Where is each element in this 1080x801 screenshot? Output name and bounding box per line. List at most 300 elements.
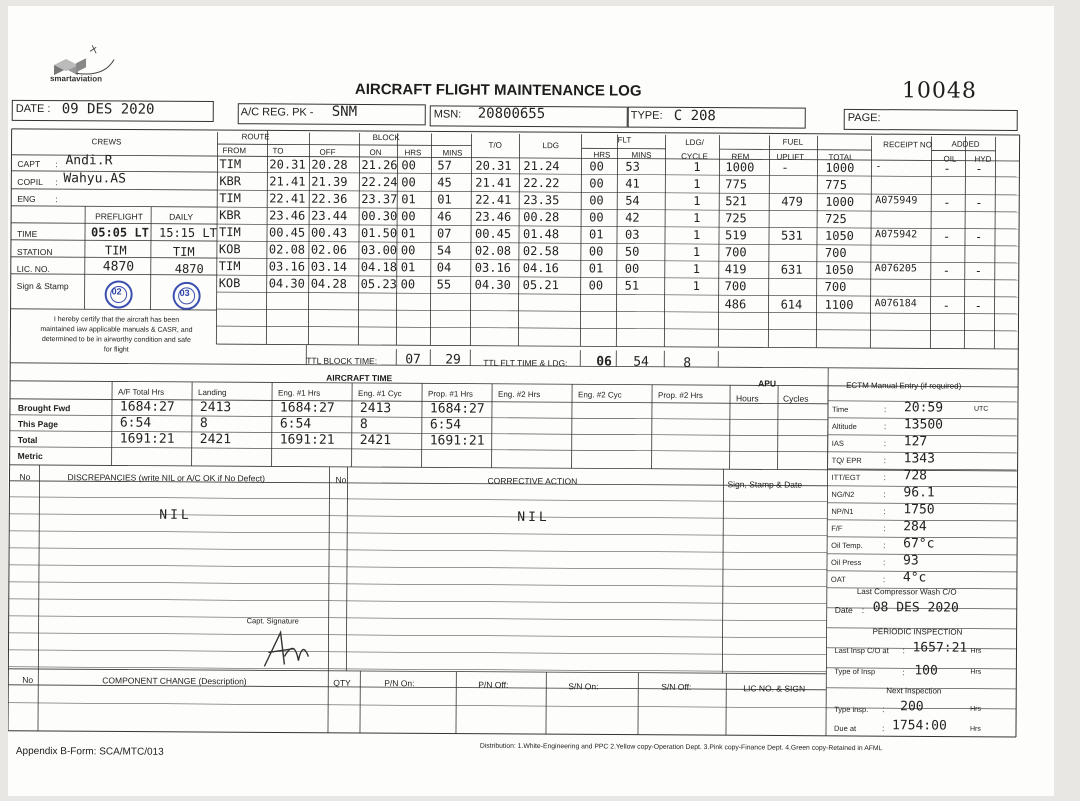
- date-label: DATE :: [15, 102, 51, 116]
- component-header: COMPONENT CHANGE (Description): [102, 675, 247, 687]
- flight-to-cell: 03.16: [474, 260, 511, 275]
- flight-from-cell: TIM: [219, 191, 241, 206]
- flight-mins-cell: 45: [437, 175, 452, 190]
- block-header: BLOCK: [372, 133, 400, 143]
- time-label: TIME: [16, 228, 38, 239]
- aircraft-time-cell: 6:54: [119, 415, 152, 431]
- flight-on-cell: 01.50: [360, 225, 398, 241]
- grid-line: [492, 384, 493, 468]
- aircraft-time-cell: 1691:21: [429, 433, 485, 449]
- colon: :: [55, 177, 58, 188]
- aircraft-time-col-header: Eng. #2 Cyc: [578, 390, 622, 400]
- flight-on-cell: 21.26: [361, 157, 398, 173]
- grid-line: [10, 465, 1018, 471]
- ectm-row-unit: UTC: [973, 405, 989, 413]
- next-type-value: 200: [900, 699, 924, 715]
- grid-line: [266, 132, 267, 344]
- flight-total-cell: 1000: [825, 194, 855, 209]
- flight-rem-cell: 700: [724, 245, 747, 260]
- type-value: C 208: [673, 107, 716, 125]
- wash-header: Last Compressor Wash C/O: [856, 586, 957, 597]
- certify-line: for flight: [103, 346, 129, 354]
- copil-label: COPIL: [17, 176, 43, 188]
- hrs-header: HRS: [404, 148, 422, 158]
- flight-from-cell: TIM: [218, 259, 241, 274]
- grid-line: [9, 565, 827, 570]
- grid-line: [11, 155, 217, 156]
- colon: :: [883, 523, 886, 534]
- flight-to-cell: 20.31: [269, 157, 306, 172]
- flight-hrs-cell: 00: [401, 175, 416, 190]
- aircraft-time-cell: 1684:27: [119, 399, 175, 415]
- aircraft-time-col-header: Eng. #2 Hrs: [498, 389, 541, 400]
- flight-from-cell: KOB: [218, 276, 241, 291]
- ttl-flt-label: TTL FLT TIME & LDG:: [483, 357, 568, 369]
- sign-stamp-header: Sign, Stamp & Date: [727, 479, 803, 490]
- ectm-row-label: ITT/EGT: [831, 472, 861, 483]
- grid-line: [272, 382, 273, 466]
- grid-line: [582, 148, 666, 149]
- flight-to-cell: 03.16: [268, 259, 305, 274]
- grid-line: [870, 136, 871, 348]
- flight-cyc-cell: 1: [692, 261, 701, 277]
- total-header: TOTAL: [828, 152, 854, 162]
- stamp-1: 02: [111, 286, 122, 297]
- aircraft-time-col-header: Prop. #1 Hrs: [428, 389, 473, 399]
- flight-fmins-cell: 54: [625, 193, 640, 208]
- flight-on-cell: 03.00: [360, 242, 398, 258]
- type-label: TYPE:: [630, 109, 663, 122]
- grid-line: [664, 135, 665, 347]
- flight-to-cell: 21.41: [475, 175, 512, 190]
- grid-line: [85, 206, 86, 309]
- grid-line: [308, 133, 309, 345]
- from-header: FROM: [222, 146, 247, 156]
- aircraft-time-cell: 2421: [359, 432, 392, 449]
- colon: :: [882, 557, 886, 568]
- colon: :: [883, 455, 887, 466]
- flight-rem-cell: 1000: [725, 160, 755, 175]
- flight-on-cell: 00.30: [361, 208, 398, 224]
- grid-line: [216, 326, 1018, 331]
- flight-receipt-cell: A076184: [874, 298, 917, 310]
- flight-uplift-cell: 631: [780, 262, 803, 277]
- grid-line: [718, 135, 719, 347]
- preflight-time: 05:05 LT: [90, 225, 149, 240]
- ectm-header: ECTM Manual Entry (if required): [846, 380, 962, 391]
- colon: :: [883, 438, 887, 449]
- ectm-row-value: 1343: [903, 451, 936, 467]
- apu-hours-header: Hours: [735, 393, 759, 404]
- ldg-cycle-header: LDG/ CYCLE: [681, 137, 708, 162]
- flight-total-cell: 1000: [825, 160, 855, 175]
- ldg-header: LDG: [542, 141, 560, 151]
- colon: :: [883, 506, 886, 517]
- flight-total-cell: 700: [824, 245, 847, 260]
- flight-hrs-cell: 01: [400, 260, 416, 275]
- colon: :: [902, 667, 905, 678]
- flight-total-cell: 725: [825, 211, 847, 226]
- corrective-entry: NIL: [517, 509, 550, 526]
- grid-line: [8, 731, 1016, 737]
- flight-fhrs-cell: 00: [589, 159, 604, 174]
- grid-line: [9, 497, 827, 502]
- ectm-row-label: Altitude: [831, 421, 857, 431]
- msn-value: 20800655: [477, 105, 546, 123]
- flight-off-cell: 04.28: [310, 276, 347, 291]
- flight-uplift-cell: 614: [780, 297, 803, 312]
- serial-number: 10048: [901, 78, 977, 104]
- ectm-row-label: F/F: [831, 523, 843, 533]
- distribution-text: Distribution: 1.White-Engineering and PPC 2.Yellow copy-Operation Dept. 3.Pink copy-Finance Dept. 4.Green copy-Retained in AFML: [479, 742, 883, 753]
- disc-header: DISCREPANCIES (write NIL or A/C OK if No Defect): [67, 472, 265, 484]
- grid-line: [217, 292, 1019, 297]
- flight-rem-cell: 775: [725, 177, 748, 192]
- flight-total-cell: 1050: [824, 228, 854, 243]
- flight-from-cell: KBR: [219, 208, 241, 223]
- colon: :: [881, 723, 885, 734]
- flight-fmins-cell: 51: [624, 278, 640, 293]
- flight-fhrs-cell: 01: [588, 261, 604, 276]
- aircraft-time-cell: 2421: [199, 431, 232, 448]
- flight-fmins-cell: 41: [625, 176, 640, 191]
- flight-oil-cell: -: [942, 229, 951, 244]
- grid-line: [572, 384, 573, 468]
- capt-signature-label: Capt. Signature: [246, 616, 299, 626]
- rem-header: REM: [731, 152, 750, 162]
- preflight-header: PREFLIGHT: [95, 211, 143, 222]
- due-label: Due at: [833, 723, 857, 733]
- pn-off-header: P/N Off:: [478, 679, 509, 690]
- aircraft-time-cell: 2413: [199, 399, 232, 416]
- flight-cyc-cell: 1: [693, 210, 701, 226]
- grid-line: [8, 129, 12, 731]
- route-header: ROUTE: [241, 132, 270, 142]
- colon: :: [55, 159, 58, 170]
- flight-fhrs-cell: 00: [588, 278, 604, 293]
- added-header: ADDED: [951, 139, 980, 149]
- flight-ldg-cell: 00.28: [523, 209, 560, 225]
- daily-station: TIM: [172, 244, 195, 259]
- grid-line: [218, 144, 310, 145]
- flight-ldg-cell: 05.21: [522, 277, 559, 293]
- ectm-row-label: NG/N2: [831, 489, 855, 499]
- aircraft-time-header: AIRCRAFT TIME: [326, 372, 393, 384]
- flight-from-cell: KBR: [219, 174, 242, 189]
- flight-to-cell: 00.45: [268, 225, 306, 240]
- grid-line: [768, 135, 769, 347]
- flight-ldg-cell: 23.35: [523, 192, 560, 208]
- flight-mins-cell: 54: [436, 243, 452, 258]
- uplift-header: UPLIFT: [776, 152, 805, 162]
- aircraft-time-cell: 8: [359, 416, 368, 433]
- ectm-row-value: 20:59: [903, 400, 944, 416]
- flight-on-cell: 23.37: [361, 191, 398, 207]
- grid-line: [12, 129, 1020, 135]
- type-insp-label: Type of Insp: [834, 666, 876, 677]
- reg-value: SNM: [331, 103, 358, 120]
- form-canvas: [8, 6, 1054, 796]
- flight-mins-cell: 04: [436, 260, 452, 275]
- preflight-lic: 4870: [102, 259, 135, 275]
- aircraft-time-col-header: Prop. #2 Hrs: [658, 390, 703, 401]
- flight-fmins-cell: 53: [625, 159, 640, 174]
- flight-receipt-cell: A075949: [875, 195, 918, 207]
- certify-line: I hereby certify that the aircraft has been: [53, 316, 180, 324]
- grid-line: [730, 385, 731, 469]
- log-sheet: [8, 6, 1054, 796]
- flight-to-cell: 23.46: [475, 209, 512, 224]
- flight-hyd-cell: -: [975, 195, 983, 210]
- flight-total-cell: 700: [824, 279, 847, 294]
- flight-rem-cell: 419: [724, 262, 747, 277]
- on-header: ON: [369, 148, 382, 158]
- flight-hrs-cell: 00: [401, 158, 416, 173]
- colon: :: [883, 404, 887, 415]
- colon: :: [883, 421, 887, 432]
- flight-to-cell: 00.45: [474, 226, 512, 241]
- flt-header: FLT: [617, 135, 632, 145]
- flight-from-cell: KOB: [218, 242, 241, 257]
- flight-cyc-cell: 1: [693, 159, 701, 175]
- aircraft-time-cell: 6:54: [279, 416, 312, 432]
- ectm-row-label: IAS: [831, 438, 844, 448]
- grid-line: [422, 383, 423, 467]
- flight-fhrs-cell: 01: [588, 227, 604, 242]
- colon: :: [883, 489, 886, 500]
- flight-uplift-cell: 479: [781, 194, 803, 209]
- flight-hyd-cell: -: [974, 298, 982, 313]
- aircraft-time-cell: 1691:21: [119, 431, 175, 447]
- ectm-row-label: Oil Temp.: [831, 540, 863, 551]
- grid-line: [9, 599, 827, 604]
- flight-fhrs-cell: 00: [589, 210, 604, 225]
- qty-header: QTY: [333, 677, 351, 688]
- corrective-header: CORRECTIVE ACTION: [487, 475, 578, 487]
- flight-rem-cell: 521: [725, 194, 747, 209]
- grid-line: [720, 149, 872, 150]
- aircraft-time-row-label: This Page: [17, 418, 59, 430]
- grid-line: [8, 650, 826, 655]
- aircraft-time-cell: 2413: [359, 400, 392, 417]
- flight-fhrs-cell: 00: [589, 193, 604, 208]
- flight-mins-cell: 01: [437, 192, 452, 207]
- flight-cyc-cell: 1: [693, 176, 701, 192]
- comp-no-header: No: [22, 674, 34, 685]
- flight-off-cell: 23.44: [311, 208, 348, 223]
- aircraft-time-row-label: Brought Fwd: [17, 402, 71, 414]
- station-label: STATION: [16, 246, 53, 258]
- preflight-station: TIM: [104, 243, 127, 258]
- grid-line: [9, 616, 827, 621]
- grid-line: [652, 385, 653, 469]
- grid-line: [778, 386, 779, 470]
- flight-cyc-cell: 1: [692, 244, 701, 260]
- grid-line: [470, 134, 471, 346]
- ttl-ldg: 8: [683, 355, 692, 371]
- ectm-row-value: 1750: [903, 502, 935, 518]
- last-insp-label: Last Insp C/O at: [834, 645, 889, 656]
- grid-line: [11, 206, 217, 207]
- copil-value: Wahyu.AS: [63, 171, 127, 187]
- flight-to-cell: 04.30: [268, 276, 305, 291]
- due-value: 1754:00: [891, 718, 947, 734]
- daily-lic: 4870: [174, 261, 204, 276]
- periodic-header: PERIODIC INSPECTION: [872, 627, 963, 637]
- capt-label: CAPT: [17, 158, 41, 169]
- ectm-row-value: 93: [902, 553, 919, 569]
- sn-off-header: S/N Off:: [661, 681, 692, 692]
- form-id: Appendix B-Form: SCA/MTC/013: [15, 745, 164, 758]
- page-title: AIRCRAFT FLIGHT MAINTENANCE LOG: [354, 80, 642, 100]
- flight-total-cell: 1050: [824, 262, 854, 277]
- flight-oil-cell: -: [943, 161, 951, 176]
- receipt-header: RECEIPT NO: [883, 140, 932, 150]
- colon: :: [882, 574, 886, 585]
- flight-cyc-cell: 1: [692, 227, 701, 243]
- next-insp-header: Next Inspection: [886, 686, 942, 696]
- aircraft-time-col-header: Eng. #1 Hrs: [278, 388, 321, 398]
- wash-date-label: Date: [834, 604, 853, 615]
- colon: :: [883, 472, 886, 483]
- flight-ldg-cell: 22.22: [523, 175, 560, 191]
- msn-label: MSN:: [433, 108, 462, 121]
- flight-on-cell: 04.18: [360, 259, 397, 275]
- flight-fmins-cell: 42: [625, 210, 640, 225]
- ectm-row-label: Oil Press: [830, 557, 862, 568]
- ectm-row-value: 728: [903, 468, 928, 484]
- aircraft-time-cell: 1684:27: [429, 401, 485, 417]
- to-time-header: T/O: [488, 140, 502, 150]
- aircraft-time-cell: 6:54: [429, 417, 462, 433]
- daily-header: DAILY: [169, 211, 194, 222]
- flight-oil-cell: -: [942, 298, 950, 313]
- colon: :: [882, 704, 885, 715]
- grid-line: [994, 137, 995, 349]
- date-value: 09 DES 2020: [61, 101, 155, 118]
- flight-hrs-cell: 01: [400, 226, 416, 241]
- ectm-row-value: 127: [903, 434, 928, 450]
- grid-line: [826, 368, 828, 736]
- ttl-block-label: TTL BLOCK TIME:: [306, 355, 378, 367]
- grid-line: [328, 467, 329, 671]
- flight-mins-cell: 55: [436, 277, 452, 292]
- ectm-row-label: Time: [831, 404, 849, 414]
- aircraft-time-row-label: Total: [17, 434, 38, 445]
- ttl-block-hrs: 07: [405, 352, 421, 368]
- grid-line: [10, 447, 828, 452]
- last-insp-unit: Hrs: [970, 647, 982, 655]
- flight-off-cell: 22.36: [311, 191, 348, 206]
- flt-hrs-header: HRS: [593, 150, 611, 160]
- flight-ldg-cell: 21.24: [523, 158, 560, 174]
- grid-line: [816, 136, 817, 348]
- flight-to-cell: 04.30: [474, 277, 511, 292]
- grid-line: [217, 309, 1019, 314]
- flight-to-cell: 21.41: [269, 174, 306, 189]
- flight-on-cell: 05.23: [360, 276, 397, 292]
- flight-total-cell: 775: [825, 177, 848, 192]
- flight-from-cell: TIM: [218, 225, 241, 240]
- flight-rem-cell: 519: [724, 228, 747, 243]
- pn-on-header: P/N On:: [384, 678, 415, 689]
- ectm-row-label: OAT: [830, 574, 846, 584]
- lic-label: LIC. NO.: [16, 263, 50, 275]
- ectm-row-value: 284: [903, 519, 927, 535]
- flight-to-cell: 22.41: [269, 191, 306, 206]
- grid-line: [8, 669, 826, 674]
- disc-entry: NIL: [159, 507, 192, 523]
- grid-line: [9, 582, 827, 587]
- flight-fmins-cell: 50: [624, 244, 640, 259]
- flight-oil-cell: -: [943, 195, 951, 210]
- grid-line: [9, 548, 827, 553]
- flight-mins-cell: 57: [437, 158, 452, 173]
- hyd-header: HYD: [974, 154, 992, 164]
- flight-to-cell: 22.41: [475, 192, 512, 207]
- flight-rem-cell: 725: [725, 211, 747, 226]
- flight-hyd-cell: -: [975, 161, 983, 176]
- daily-time: 15:15 LT: [158, 225, 217, 241]
- aircraft-time-cell: 1684:27: [279, 400, 335, 416]
- grid-line: [964, 137, 965, 349]
- flight-rem-cell: 486: [724, 297, 747, 312]
- to-header: TO: [272, 146, 284, 156]
- aircraft-time-col-header: Eng. #1 Cyc: [358, 388, 402, 399]
- aircraft-time-col-header: Landing: [198, 387, 227, 398]
- grid-line: [580, 134, 581, 346]
- last-insp-value: 1657:21: [912, 640, 968, 656]
- flight-mins-cell: 07: [436, 226, 452, 241]
- flight-to-cell: 23.46: [269, 208, 306, 223]
- grid-line: [10, 381, 828, 386]
- aircraft-time-cell: 1691:21: [279, 432, 335, 448]
- type-insp-unit: Hrs: [970, 668, 982, 676]
- flight-off-cell: 00.43: [310, 225, 348, 240]
- ttl-flt-hrs: 06: [596, 354, 612, 370]
- ectm-row-value: 4°c: [902, 570, 927, 586]
- grid-line: [38, 465, 39, 669]
- grid-line: [216, 344, 1018, 349]
- flight-hrs-cell: 00: [400, 277, 416, 292]
- flight-mins-cell: 46: [437, 209, 452, 224]
- grid-line: [352, 383, 353, 467]
- stamp-label: Sign & Stamp: [16, 280, 69, 292]
- crews-header: CREWS: [91, 137, 122, 147]
- flight-receipt-cell: A075942: [874, 229, 918, 241]
- grid-line: [9, 531, 827, 536]
- flight-uplift-cell: -: [781, 160, 789, 175]
- certify-text: [16, 315, 216, 356]
- flight-cyc-cell: 1: [693, 193, 701, 209]
- apu-cycles-header: Cycles: [782, 393, 809, 404]
- colon: :: [861, 605, 865, 616]
- flight-fmins-cell: 00: [624, 261, 640, 276]
- grid-line: [151, 207, 152, 310]
- grid-line: [310, 145, 472, 146]
- flight-hyd-cell: -: [974, 229, 983, 244]
- oil-header: OIL: [943, 154, 957, 164]
- flight-off-cell: 03.14: [310, 259, 347, 274]
- grid-line: [112, 381, 113, 465]
- grid-line: [358, 133, 359, 345]
- next-type-label: Type insp.: [834, 704, 869, 715]
- disc-no-header: No: [19, 471, 31, 482]
- flight-rem-cell: 700: [724, 279, 747, 294]
- ttl-block-mins: 29: [445, 352, 461, 368]
- fuel-header: FUEL: [782, 137, 804, 147]
- flight-on-cell: 22.24: [361, 174, 398, 190]
